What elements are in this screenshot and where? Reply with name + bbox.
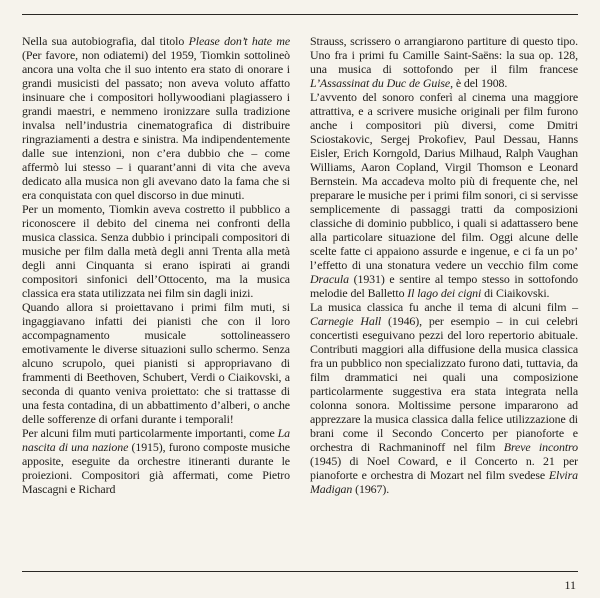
text-run: Nella sua autobiografia, dal titolo — [22, 34, 189, 48]
italic-title: Il lago dei cigni — [407, 286, 482, 300]
paragraph — [310, 90, 578, 300]
text-run: Quando allora si proiettavano i primi film muti, si ingaggiavano infatti dei pianisti che con il loro accompagnamento musicale sottolineassero emotivamente le diverse situazioni sullo schermo. Senza alcuno scrupolo, quei pianisti si appropriavano di frammenti di Beethoven, Schubert, Verdi o Ciaikovski, a seconda di quanto veniva proiettato: che si trattasse di una festa contadina, di un abbattimento d’alberi, o anche delle sofferenze di orfani durante i temporali! — [22, 300, 290, 426]
text-run: , è del 1908. — [450, 76, 508, 90]
text-run: Per alcuni film muti particolarmente importanti, come — [22, 426, 278, 440]
text-run: di Ciaikovski. — [481, 286, 550, 300]
right-column — [310, 34, 578, 564]
text-run: (1931) e sentire al tempo stesso in sottofondo melodie del Balletto — [310, 272, 578, 300]
paragraph — [22, 34, 290, 202]
paragraph — [310, 34, 578, 90]
text-columns — [22, 34, 578, 564]
text-run: (1967). — [352, 482, 390, 496]
paragraph — [310, 300, 578, 496]
text-run: (1915), furono composte musiche apposite, eseguite da orchestre itineranti durante le proiezioni. Compositori già affermati, come Pietro Mascagni e Richard — [22, 440, 290, 496]
left-column — [22, 34, 290, 564]
italic-title: Breve incontro — [503, 440, 578, 454]
text-run: Strauss, scrissero o arrangiarono partiture di questo tipo. Uno fra i primi fu Camille Saint-Saëns: la sua op. 128, una musica di sottofondo per il film francese — [310, 34, 578, 76]
paragraph — [22, 300, 290, 426]
text-run: (1946), per esempio – in cui celebri concertisti eseguivano pezzi del loro repertorio abituale. Contributi maggiori alla diffusione della musica classica fra un pubblico non specializzato furono dati, tuttavia, da film drammatici nei quali una composizione particolarmente suggestiva era stata integrata nella colonna sonora. Moltissime persone impararono ad apprezzare la musica classica dalla felice utilizzazione di brani come il Secondo Concerto per pianoforte e orchestra di Rachmaninoff nel film — [310, 314, 578, 454]
italic-title: La nascita di una nazione — [22, 426, 290, 454]
text-run: Per un momento, Tiomkin aveva costretto il pubblico a riconoscere il debito del cinema nei confronti della musica classica. Senza dubbio i principali compositori di musiche per film dalla metà degli anni Trenta alla metà degli anni Cinquanta si erano ispirati ai grandi compositori sinfonici dell’Ottocento, ma la musica classica era stata utilizzata nei film sin dagli inizi. — [22, 202, 290, 300]
italic-title: Dracula — [310, 272, 349, 286]
text-run: La musica classica fu anche il tema di alcuni film – — [310, 300, 578, 314]
paragraph — [22, 202, 290, 300]
text-run: (Per favore, non odiatemi) del 1959, Tiomkin sottolineò ancora una volta che il suo intento era stato di onorare i grandi musicisti del passato; non aveva voluto affatto insinuare che i compositori hollywoodiani plagiassero i grandi maestri, e nemmeno ironizzare sulla tradizione invalsa nell’industria cinematografica di distribuire ringraziamenti a destra e sinistra. Ma indipendentemente dalle sue intenzioni, non c’era dubbio che – come affermò lui stesso – i quarant’anni di vita che aveva dedicato alla musica non gli avevano dato la fama che si era conquistata con quel discorso in due minuti. — [22, 48, 290, 202]
bottom-rule — [22, 571, 578, 572]
text-run: (1945) di Noel Coward, e il Concerto n. 21 per pianoforte e orchestra di Mozart nel film svedese — [310, 454, 578, 482]
italic-title: Carnegie Hall — [310, 314, 382, 328]
italic-title: Elvira Madigan — [310, 468, 578, 496]
paragraph — [22, 426, 290, 496]
italic-title: Please don’t hate me — [188, 34, 291, 48]
top-rule — [22, 14, 578, 15]
page-number: 11 — [564, 578, 576, 592]
italic-title: L’Assassinat du Duc de Guise — [310, 76, 451, 90]
text-run: L’avvento del sonoro conferì al cinema una maggiore attrattiva, e a scrivere musiche originali per film furono anche i compositori più diversi, come Dmitri Sciostakovic, Sergej Prokofiev, Paul Dessau, Hanns Eisler, Erich Korngold, Darius Milhaud, Ralph Vaughan Williams, Aaron Copland, Virgil Thomson e Leonard Bernstein. Ma accadeva molto più di frequente che, nel preparare le musiche per i primi film sonori, ci si servisse semplicemente di passaggi tratti da composizioni classiche di dominio pubblico, i quali si adattassero bene alla particolare situazione del film. Oggi alcune delle scelte fatte ci appaiono assurde e ingenue, e ci fa un po’ l’effetto di una stonatura vedere un vecchio film come — [310, 90, 578, 272]
